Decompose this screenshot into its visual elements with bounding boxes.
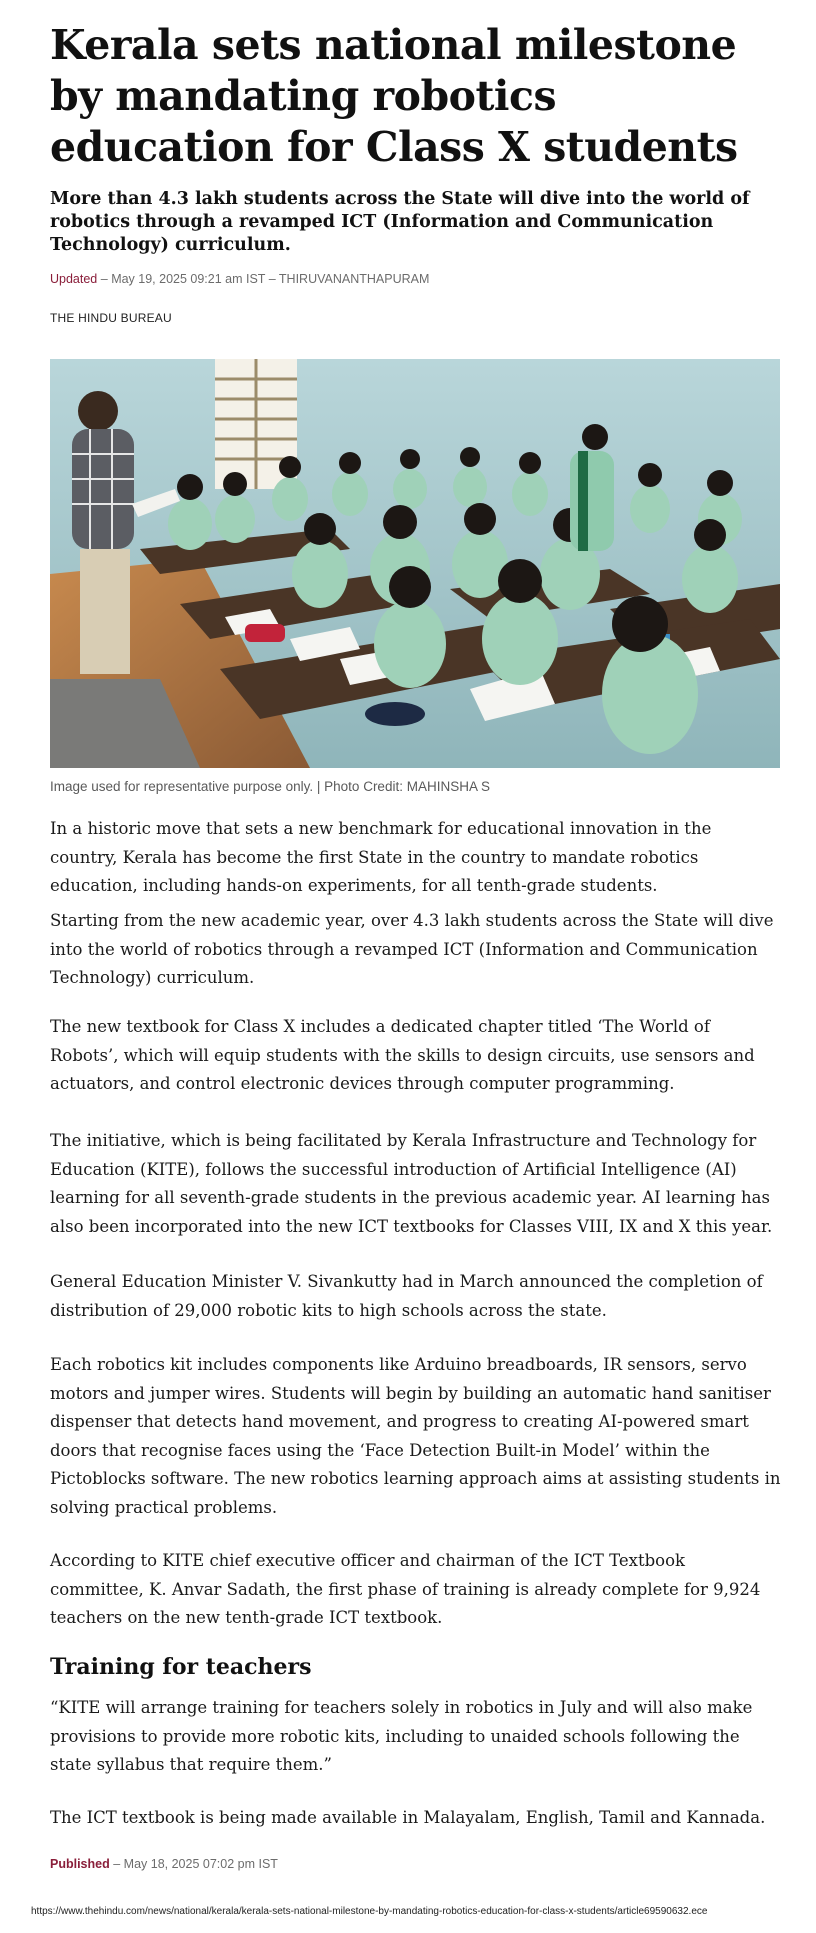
paragraph: Starting from the new academic year, over 4.3 lakh students across the State will dive into the world of robotics through a revamped ICT (Information and Communication Technology) curriculum. <box>50 911 774 987</box>
headline: Kerala sets national milestone by mandating robotics education for Class X students <box>50 21 738 171</box>
published-meta <box>50 1857 278 1871</box>
paragraph: The initiative, which is being facilitated by Kerala Infrastructure and Technology for Education (KITE), follows the successful introduction of Artificial Intelligence (AI) learning for all seventh-grade students in the previous academic year. AI learning has also been incorporated into the new ICT textbooks for Classes VIII, IX and X this year. <box>50 1131 773 1236</box>
published-date: May 18, 2025 07:02 pm IST <box>123 1857 278 1871</box>
dateline: THIRUVANANTHAPURAM <box>278 272 430 286</box>
paragraph: The ICT textbook is being made available in Malayalam, English, Tamil and Kannada. <box>50 1808 766 1827</box>
page-url[interactable]: https://www.thehindu.com/news/national/kerala/kerala-sets-national-milestone-by-mandating-robotics-education-for-class-x-students/article69590632.ece <box>31 1906 708 1917</box>
published-label: Published <box>50 1857 110 1871</box>
article-dek: More than 4.3 lakh students across the State will dive into the world of robotics through a revamped ICT (Information and Communication Technology) curriculum. <box>50 189 750 255</box>
byline[interactable]: THE HINDU BUREAU <box>50 311 172 325</box>
photo-caption: Image used for representative purpose only. | Photo Credit: MAHINSHA S <box>50 779 490 794</box>
paragraph: According to KITE chief executive officer and chairman of the ICT Textbook committee, K. Anvar Sadath, the first phase of training is already complete for 9,924 teachers on the new tenth-grade ICT textbook. <box>50 1551 761 1627</box>
subheading: Training for teachers <box>50 1654 312 1680</box>
classroom-illustration <box>50 359 780 768</box>
paragraph: The new textbook for Class X includes a dedicated chapter titled ‘The World of Robots’, which will equip students with the skills to design circuits, use sensors and actuators, and control electronic devices through computer programming. <box>50 1017 755 1093</box>
updated-date: May 19, 2025 09:21 am IST <box>111 272 266 286</box>
classroom-photo <box>50 359 780 768</box>
update-meta <box>50 272 429 286</box>
meta-separator: – <box>113 1857 124 1871</box>
meta-separator: – <box>100 272 112 286</box>
paragraph: In a historic move that sets a new benchmark for educational innovation in the country, Kerala has become the first State in the country to mandate robotics education, including hands-on experiments, for all tenth-grade students. <box>50 819 712 895</box>
paragraph: Each robotics kit includes components like Arduino breadboards, IR sensors, servo motors and jumper wires. Students will begin by building an automatic hand sanitiser dispenser that detects hand movement, and progress to creating AI-powered smart doors that recognise faces using the ‘Face Detection Built-in Model’ within the Pictoblocks software. The new robotics learning approach aims at assisting students in solving practical problems. <box>50 1355 781 1517</box>
updated-label: Updated <box>50 272 98 286</box>
meta-separator: – <box>268 272 279 286</box>
paragraph: General Education Minister V. Sivankutty had in March announced the completion of distribution of 29,000 robotic kits to high schools across the state. <box>50 1272 763 1320</box>
paragraph: “KITE will arrange training for teachers solely in robotics in July and will also make provisions to provide more robotic kits, including to unaided schools following the state syllabus that require them.” <box>50 1698 753 1774</box>
